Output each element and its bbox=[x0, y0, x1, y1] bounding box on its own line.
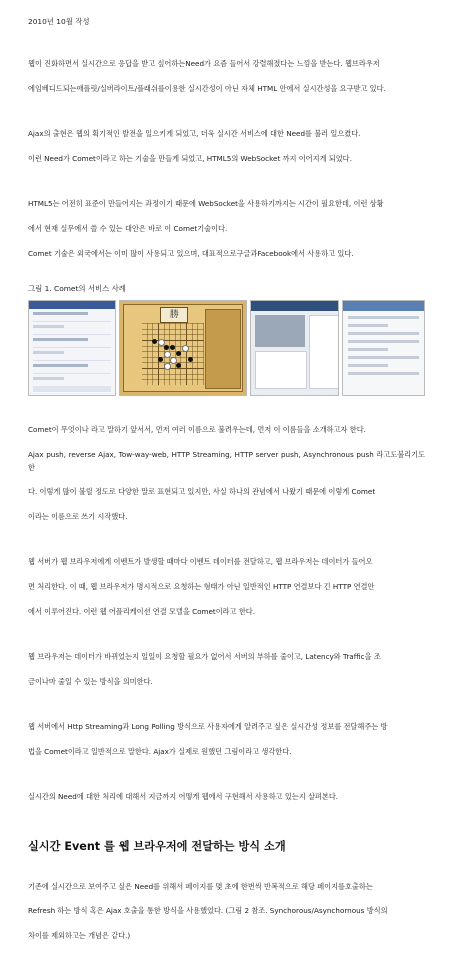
screenshot-web-page bbox=[342, 300, 426, 396]
go-board bbox=[142, 323, 204, 385]
text-line: 에임베디드되는애플릿/실버라이트/플래쉬를이용한 실시간성이 아닌 자체 HTML 안에서 실시간성을 요구받고 있다. bbox=[28, 84, 386, 94]
app-header-bar bbox=[251, 301, 337, 311]
feed-footer bbox=[33, 386, 111, 392]
text-line: HTML5는 어전히 표준이 만들어지는 과정이기 때문에 WebSocket을 사용하기까지는 시간이 필요한데, 이런 상황 bbox=[28, 199, 384, 209]
text-line: 웹 서버가 웹 브라우저에게 이벤트가 발생할 때마다 이벤트 데이터를 전달하고, 웹 브라우저는 데이터가 들어오 bbox=[28, 557, 373, 567]
body-paragraph-1 bbox=[28, 412, 425, 536]
text-line: 에서 이루어진다. 이런 웹 어플리케이션 연결 모델을 Comet이라고 한다. bbox=[28, 607, 256, 616]
text-line: 웹이 진화하면서 실시간으로 응답을 받고 싶어하는Need가 요즘 들어서 강렬해졌다는 느낌을 받는다. 웹브라우저 bbox=[28, 59, 380, 69]
body-paragraph-5 bbox=[28, 779, 425, 816]
body-paragraph-4 bbox=[28, 709, 425, 771]
app-header-bar bbox=[29, 301, 115, 309]
body-paragraph-2 bbox=[28, 544, 425, 631]
text-line: 차이를 제외하고는 개념은 같다.) bbox=[28, 931, 131, 941]
text-line: 실시간의 Need에 대한 처리에 대해서 지금까지 어떻게 웹에서 구현해서 사용하고 있는지 살펴본다. bbox=[28, 792, 339, 802]
text-line: Ajax push, reverse Ajax, Tow-way-web, HTTP Streaming, HTTP server push, Asynchronous push 라고도불리기도 한 bbox=[28, 450, 425, 472]
text-line: 웹 서버에서 Http Streaming과 Long Polling 방식으로 사용자에게 알려주고 싶은 실시간성 정보를 전달해주는 방 bbox=[28, 722, 388, 732]
text-line: 웹 브라우저는 데이터가 바뀌었는지 일일이 요청할 필요가 없어서 서버의 부하를 줄이고, Latency와 Traffic을 조 bbox=[28, 652, 381, 662]
text-line: 다. 이렇게 많이 불릴 정도로 다양한 말로 표현되고 있지만, 사실 하나의 관념에서 나왔기 때문에 이렇게 Comet bbox=[28, 487, 376, 497]
game-sign: 勝 bbox=[160, 307, 188, 323]
text-line: Ajax의 출현은 웹의 획기적인 발전을 일으키게 되었고, 더욱 실시간 서비스에 대한 Need를 불러 일으켰다. bbox=[28, 129, 361, 139]
intro-paragraph-2 bbox=[28, 116, 425, 178]
text-line: 에서 현재 실무에서 쓸 수 있는 대안은 바로 이 Comet기술이다. bbox=[28, 224, 228, 234]
figure-caption: 그림 1. Comet의 서비스 사례 bbox=[28, 283, 126, 293]
video-panel bbox=[255, 315, 305, 347]
body-paragraph-3 bbox=[28, 639, 425, 701]
text-line: Refresh 하는 방식 혹은 Ajax 호출을 통한 방식을 사용했었다. (그림 2 참조. Synchorous/Asynchornous 방식의 bbox=[28, 906, 388, 916]
user-list-panel bbox=[309, 315, 338, 389]
text-line: Comet 기술은 외국에서는 이미 많이 사용되고 있으며, 대표적으로구글과Facebook에서 사용하고 있다. bbox=[28, 249, 354, 259]
text-line: 이런 Need가 Comet이라고 하는 기술을 만들게 되었고, HTML5의 WebSocket 까지 이어지게 되었다. bbox=[28, 154, 352, 164]
game-side-panel bbox=[205, 309, 241, 389]
text-line: 면 처리한다. 이 때, 웹 브라우저가 명시적으로 요청하는 형태가 아닌 일반적인 HTTP 연결보다 긴 HTTP 연결안 bbox=[28, 582, 375, 592]
text-line: Comet이 무엇이나 라고 말하기 앞서서, 먼저 여러 이름으로 불려우는데, 먼저 이 이름들을 소개하고자 한다. bbox=[28, 425, 366, 435]
chat-panel bbox=[255, 351, 307, 389]
intro-paragraph-3 bbox=[28, 186, 425, 273]
app-header-bar bbox=[343, 301, 425, 311]
text-line: 기존에 실시간으로 보여주고 싶은 Need를 위해서 페이지를 몇 초에 한번씩 반복적으로 해당 페이지를호출하는 bbox=[28, 881, 373, 891]
screenshot-chat-app bbox=[250, 300, 338, 396]
screenshot-go-game bbox=[119, 300, 247, 396]
text-line: 금이나마 줄일 수 있는 방식을 의미한다. bbox=[28, 677, 153, 687]
text-line: 법을 Comet이라고 일반적으로 말한다. Ajax가 실제로 원했던 그림이라고 생각한다. bbox=[28, 747, 292, 757]
section-heading: 실시간 Event 를 웹 브라우저에 전달하는 방식 소개 bbox=[28, 840, 286, 854]
figure-comet-examples bbox=[28, 300, 425, 396]
screenshot-social-feed bbox=[28, 300, 116, 396]
date-line: 2010년 10월 작성 bbox=[28, 17, 90, 26]
section-paragraph bbox=[28, 868, 425, 955]
intro-paragraph-1 bbox=[28, 46, 425, 108]
text-line: 이라는 이름으로 쓰기 시작했다. bbox=[28, 512, 128, 522]
